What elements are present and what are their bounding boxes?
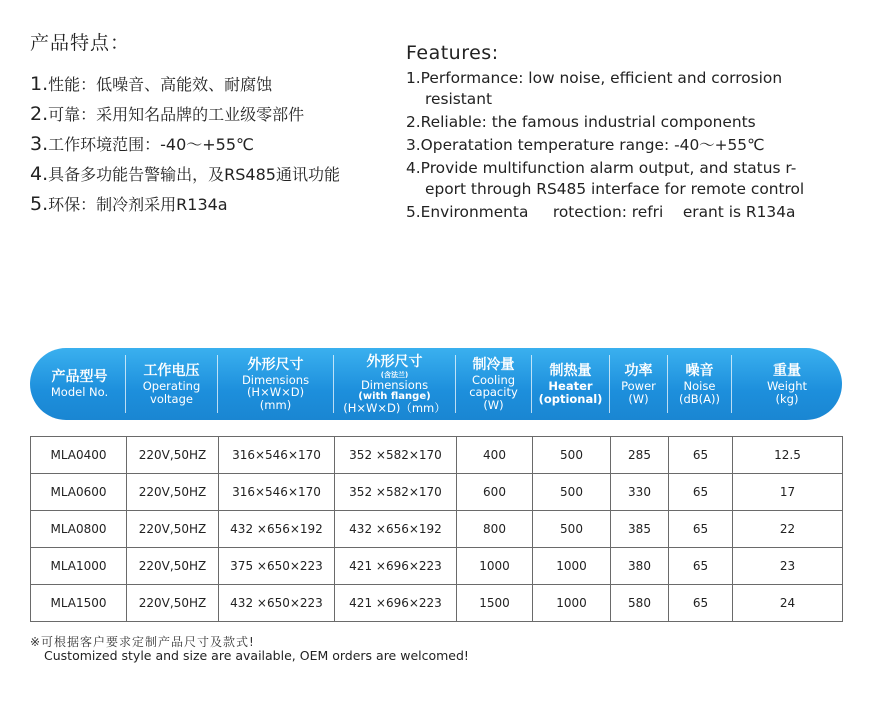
table-cell: 23 bbox=[733, 548, 843, 585]
table-cell: MLA1000 bbox=[31, 548, 127, 585]
table-cell: 65 bbox=[669, 437, 733, 474]
table-cell: 220V,50HZ bbox=[127, 474, 219, 511]
table-row bbox=[31, 511, 843, 548]
header-cooling: 制冷量 Cooling capacity (W) bbox=[456, 355, 532, 413]
table-cell: 500 bbox=[533, 511, 611, 548]
english-feature-item: 2.Reliable: the famous industrial components bbox=[406, 113, 756, 131]
header-noise: 噪音 Noise (dB(A)) bbox=[668, 355, 732, 413]
table-cell: 12.5 bbox=[733, 437, 843, 474]
table-cell: 1000 bbox=[533, 548, 611, 585]
table-cell: 375 ×650×223 bbox=[219, 548, 335, 585]
footer-note-en: Customized style and size are available, OEM orders are welcomed! bbox=[44, 648, 469, 663]
header-dimensions: 外形尺寸 Dimensions (H×W×D) (mm) bbox=[218, 355, 334, 413]
table-cell: 65 bbox=[669, 548, 733, 585]
table-cell: 22 bbox=[733, 511, 843, 548]
table-row bbox=[31, 474, 843, 511]
chinese-features-title: 产品特点： bbox=[30, 32, 131, 54]
table-cell: 500 bbox=[533, 437, 611, 474]
chinese-feature-item: 4.具备多功能告警输出，及RS485通讯功能 bbox=[30, 163, 340, 185]
table-cell: 316×546×170 bbox=[219, 474, 335, 511]
chinese-features bbox=[30, 28, 400, 219]
table-cell: 1000 bbox=[533, 585, 611, 622]
table-cell: 352 ×582×170 bbox=[335, 437, 457, 474]
chinese-feature-item: 5.环保：制冷剂采用R134a bbox=[30, 193, 228, 215]
table-cell: 65 bbox=[669, 474, 733, 511]
table-cell: 330 bbox=[611, 474, 669, 511]
table-cell: 432 ×650×223 bbox=[219, 585, 335, 622]
english-feature-item: 4.Provide multifunction alarm output, and status r- eport through RS485 interface for remote control bbox=[406, 159, 805, 198]
table-cell: MLA0400 bbox=[31, 437, 127, 474]
table-cell: 220V,50HZ bbox=[127, 437, 219, 474]
table-cell: 421 ×696×223 bbox=[335, 585, 457, 622]
table-cell: 421 ×696×223 bbox=[335, 548, 457, 585]
header-power: 功率 Power (W) bbox=[610, 355, 668, 413]
table-cell: 220V,50HZ bbox=[127, 585, 219, 622]
header-dimensions-flange: 外形尺寸 (含法兰) Dimensions (with flange) (H×W×D)（mm） bbox=[334, 355, 456, 413]
table-cell: MLA1500 bbox=[31, 585, 127, 622]
header-voltage: 工作电压 Operating voltage bbox=[126, 355, 218, 413]
english-feature-item: 1.Performance: low noise, efficient and corrosion resistant bbox=[406, 69, 783, 108]
english-features-title: Features: bbox=[406, 42, 499, 64]
footer-note-zh: ※可根据客户要求定制产品尺寸及款式! bbox=[30, 635, 255, 649]
table-cell: 65 bbox=[669, 585, 733, 622]
header-heater: 制热量 Heater (optional) bbox=[532, 355, 610, 413]
table-cell: MLA0800 bbox=[31, 511, 127, 548]
english-feature-item: 3.Operatation temperature range: -40～+55℃ bbox=[406, 136, 765, 154]
header-weight: 重量 Weight (kg) bbox=[766, 363, 808, 406]
table-cell: 1500 bbox=[457, 585, 533, 622]
table-cell: 380 bbox=[611, 548, 669, 585]
chinese-feature-item: 2.可靠：采用知名品牌的工业级零部件 bbox=[30, 103, 305, 125]
table-cell: 17 bbox=[733, 474, 843, 511]
table-cell: 1000 bbox=[457, 548, 533, 585]
table-cell: 400 bbox=[457, 437, 533, 474]
table-cell: 352 ×582×170 bbox=[335, 474, 457, 511]
table-cell: 24 bbox=[733, 585, 843, 622]
footer-note bbox=[30, 635, 469, 663]
table-cell: 285 bbox=[611, 437, 669, 474]
table-row bbox=[31, 585, 843, 622]
chinese-feature-item: 3.工作环境范围：-40～+55℃ bbox=[30, 133, 255, 155]
english-features bbox=[406, 42, 886, 223]
table-cell: 220V,50HZ bbox=[127, 548, 219, 585]
table-cell: 316×546×170 bbox=[219, 437, 335, 474]
table-cell: 65 bbox=[669, 511, 733, 548]
table-cell: 800 bbox=[457, 511, 533, 548]
table-cell: MLA0600 bbox=[31, 474, 127, 511]
table-cell: 220V,50HZ bbox=[127, 511, 219, 548]
table-cell: 432 ×656×192 bbox=[335, 511, 457, 548]
table-row bbox=[31, 548, 843, 585]
header-model: 产品型号 Model No. bbox=[34, 355, 126, 413]
table-cell: 600 bbox=[457, 474, 533, 511]
spec-table-header bbox=[30, 348, 842, 420]
table-cell: 580 bbox=[611, 585, 669, 622]
table-cell: 500 bbox=[533, 474, 611, 511]
table-cell: 385 bbox=[611, 511, 669, 548]
english-feature-item: 5.Environmenta rotection: refri erant is R134a bbox=[406, 203, 796, 221]
chinese-feature-item: 1.性能：低噪音、高能效、耐腐蚀 bbox=[30, 73, 273, 95]
table-cell: 432 ×656×192 bbox=[219, 511, 335, 548]
spec-table bbox=[30, 348, 842, 622]
spec-table-body bbox=[30, 436, 843, 622]
table-row bbox=[31, 437, 843, 474]
